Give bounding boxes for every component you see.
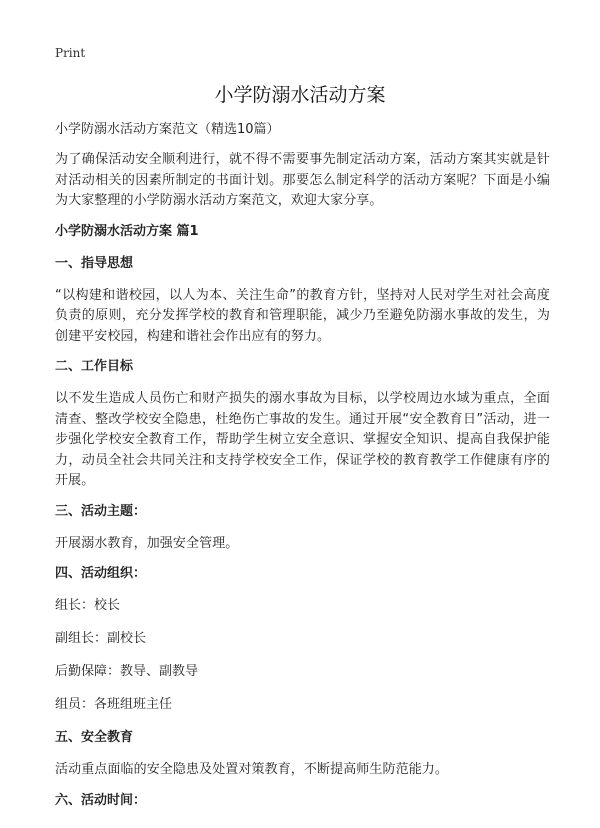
section-body-work-goals: 以不发生造成人员伤亡和财产损失的溺水事故为目标，以学校周边水域为重点，全面清查、整改学校安全隐患，杜绝伤亡事故的发生。通过开展“安全教育日”活动，进一步强化学校安全教育工作，帮助学生树立安全意识、掌握安全知识、提高自我保护能力，动员全社会共同关注和支持学校安全工作，保证学校的教育教学工作健康有序的开展。 (55, 391, 550, 488)
section-heading-work-goals: 二、工作目标 (55, 359, 134, 374)
section-body-guiding-ideology: “以构建和谐校园，以人为本、关注生命”的教育方针，坚持对人民对学生对社会高度负责的原则，充分发挥学校的教育和管理职能，减少乃至避免防溺水事故的发生，为创建平安校园，构建和谐社会作出应有的努力。 (55, 287, 550, 344)
section-body-safety-education: 活动重点面临的安全隐患及处置对策教育，不断提高师生防范能力。 (55, 762, 449, 777)
org-line-leader: 组长：校长 (55, 598, 121, 613)
intro-paragraph: 为了确保活动安全顺利进行，就不得不需要事先制定活动方案，活动方案其实就是针对活动相关的因素所制定的书面计划。那要怎么制定科学的活动方案呢？下面是小编为大家整理的小学防溺水活动方案范文，欢迎大家分享。 (55, 152, 550, 208)
chapter-heading: 小学防溺水活动方案 篇1 (55, 223, 199, 239)
document-subtitle: 小学防溺水活动方案范文（精选10篇） (55, 122, 280, 137)
org-line-logistics: 后勤保障：教导、副教导 (55, 664, 199, 679)
section-body-activity-theme: 开展溺水教育，加强安全管理。 (55, 535, 239, 551)
section-heading-activity-organization: 四、活动组织： (55, 566, 147, 581)
document-body (55, 120, 550, 823)
document-title: 小学防溺水活动方案 (214, 84, 386, 106)
org-line-members: 组员：各班组班主任 (55, 697, 173, 712)
section-heading-activity-time: 六、活动时间： (55, 792, 147, 808)
section-heading-guiding-ideology: 一、指导思想 (55, 255, 134, 271)
section-heading-safety-education: 五、安全教育 (55, 730, 134, 745)
section-heading-activity-theme: 三、活动主题： (55, 503, 147, 519)
print-link[interactable]: Print (55, 46, 86, 60)
org-line-deputy-leader: 副组长：副校长 (55, 631, 147, 646)
